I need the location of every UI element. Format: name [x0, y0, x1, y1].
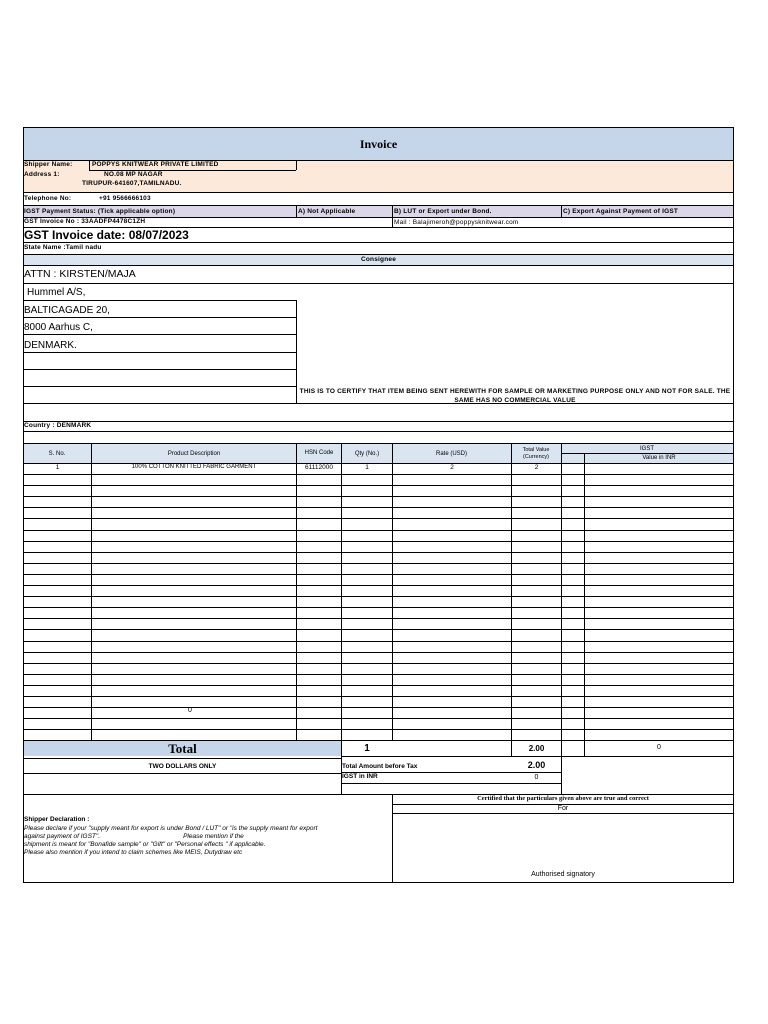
- igst-inr-value: 0: [534, 774, 539, 781]
- row-gridline: [23, 674, 733, 675]
- address-label: Address 1:: [24, 171, 60, 178]
- country: Country : DENMARK: [24, 422, 92, 429]
- gst-invoice-no: GST Invoice No : 33AADFP4478C1ZH: [24, 218, 146, 225]
- shipper-name-value: POPPYS KNITWEAR PRIVATE LIMITED: [92, 161, 219, 168]
- row-gridline: [23, 663, 733, 664]
- address-line1: NO.08 MP NAGAR: [104, 171, 163, 178]
- row-gridline: [23, 574, 733, 575]
- invoice-title: Invoice: [359, 136, 398, 151]
- stray-zero: 0: [188, 707, 192, 714]
- th-sno: S. No.: [48, 450, 66, 457]
- declaration-title: Shipper Declaration :: [24, 816, 90, 823]
- row-gridline: [23, 552, 733, 553]
- row-gridline: [23, 563, 733, 564]
- cell-total: 2: [534, 464, 539, 471]
- cell-hsn: 61112000: [305, 464, 333, 471]
- th-qty: Qty (No.): [354, 450, 380, 457]
- row-gridline: [23, 629, 733, 630]
- state-name: State Name :Tamil nadu: [24, 244, 102, 251]
- declaration-line2: against payment of IGST". Please mention if the: [24, 833, 244, 840]
- declaration-line4: Please also mention if you intend to claim schemes like MEIS, Dutydraw etc: [24, 849, 243, 856]
- total-amount: 2.00: [528, 743, 545, 753]
- row-gridline: [23, 541, 733, 542]
- consignee-line3: 8000 Aarhus C,: [24, 322, 93, 333]
- row-gridline: [23, 596, 733, 597]
- telephone-value: +91 9566666103: [99, 195, 151, 202]
- igst-status-label: IGST Payment Status: (Tick applicable option): [24, 208, 176, 215]
- row-gridline: [23, 530, 733, 531]
- th-rate: Rate (USD): [435, 450, 467, 457]
- row-gridline: [23, 652, 733, 653]
- igst-option-a: A) Not Applicable: [298, 208, 356, 215]
- row-gridline: [23, 685, 733, 686]
- igst-option-b: B) LUT or Export under Bond.: [394, 208, 492, 215]
- row-gridline: [23, 641, 733, 642]
- th-igst: IGST: [639, 445, 654, 452]
- th-desc: Product Description: [167, 450, 221, 457]
- before-tax-value: 2.00: [527, 759, 546, 770]
- row-gridline: [23, 729, 733, 730]
- total-qty: 1: [364, 742, 370, 754]
- consignee-header: Consignee: [360, 256, 397, 263]
- th-total: Total Value (Currency): [522, 446, 550, 460]
- row-gridline: [23, 696, 733, 697]
- certified-statement: Certified that the particulars given above are true and correct: [477, 795, 649, 802]
- table-row: [24, 464, 733, 474]
- amount-in-words: TWO DOLLARS ONLY: [148, 763, 217, 770]
- row-gridline: [23, 607, 733, 608]
- row-gridline: [23, 507, 733, 508]
- consignee-attn: ATTN : KIRSTEN/MAJA: [24, 268, 136, 280]
- shipper-name-label: Shipper Name:: [24, 161, 73, 168]
- row-gridline: [23, 707, 733, 708]
- before-tax-label: Total Amount before Tax: [342, 763, 418, 770]
- igst-inr-label: IGST in INR: [342, 773, 378, 780]
- cell-rate: 2: [450, 464, 454, 471]
- cell-desc: 100% COTTON KNITTED FABRIC GARMENT: [131, 464, 257, 470]
- row-gridline: [23, 474, 733, 475]
- telephone-label: Telephone No:: [24, 195, 72, 202]
- th-hsn: HSN Code: [304, 450, 334, 456]
- consignee-line4: DENMARK.: [24, 340, 77, 351]
- th-igst-value: Value in INR: [642, 455, 676, 461]
- total-label: Total: [168, 740, 197, 756]
- row-gridline: [23, 585, 733, 586]
- certify-statement: THIS IS TO CERTIFY THAT ITEM BEING SENT HEREWITH FOR SAMPLE OR MARKETING PURPOSE ONLY AND NOT FOR SALE. THE SAME HAS NO COMMERCIAL VALUE: [299, 388, 731, 404]
- declaration-line3: shipment is meant for "Bonafide sample" or "Gift" or "Personal effects " if applicable.: [24, 841, 266, 848]
- declaration-line1: Please declare if your "supply meant for export is under Bond / LUT" or "is the supply meant for export: [24, 825, 318, 832]
- mail: Mail : Balajimeroh@poppysknitwear.com: [394, 219, 519, 226]
- cell-qty: 1: [365, 464, 369, 471]
- authorised-signatory: Authorised signatory: [531, 871, 595, 878]
- address-line2: TIRUPUR-641607,TAMILNADU.: [82, 180, 182, 187]
- row-gridline: [23, 485, 733, 486]
- row-gridline: [23, 718, 733, 719]
- row-gridline: [23, 618, 733, 619]
- total-igst: 0: [657, 743, 661, 751]
- row-gridline: [23, 518, 733, 519]
- igst-option-c: C) Export Against Payment of IGST: [563, 208, 679, 215]
- consignee-line1: Hummel A/S,: [27, 287, 86, 298]
- consignee-line2: BALTICAGADE 20,: [24, 305, 110, 316]
- for-label: For: [557, 805, 569, 812]
- row-gridline: [23, 496, 733, 497]
- gst-invoice-date: GST Invoice date: 08/07/2023: [24, 228, 189, 242]
- cell-sno: 1: [55, 464, 60, 471]
